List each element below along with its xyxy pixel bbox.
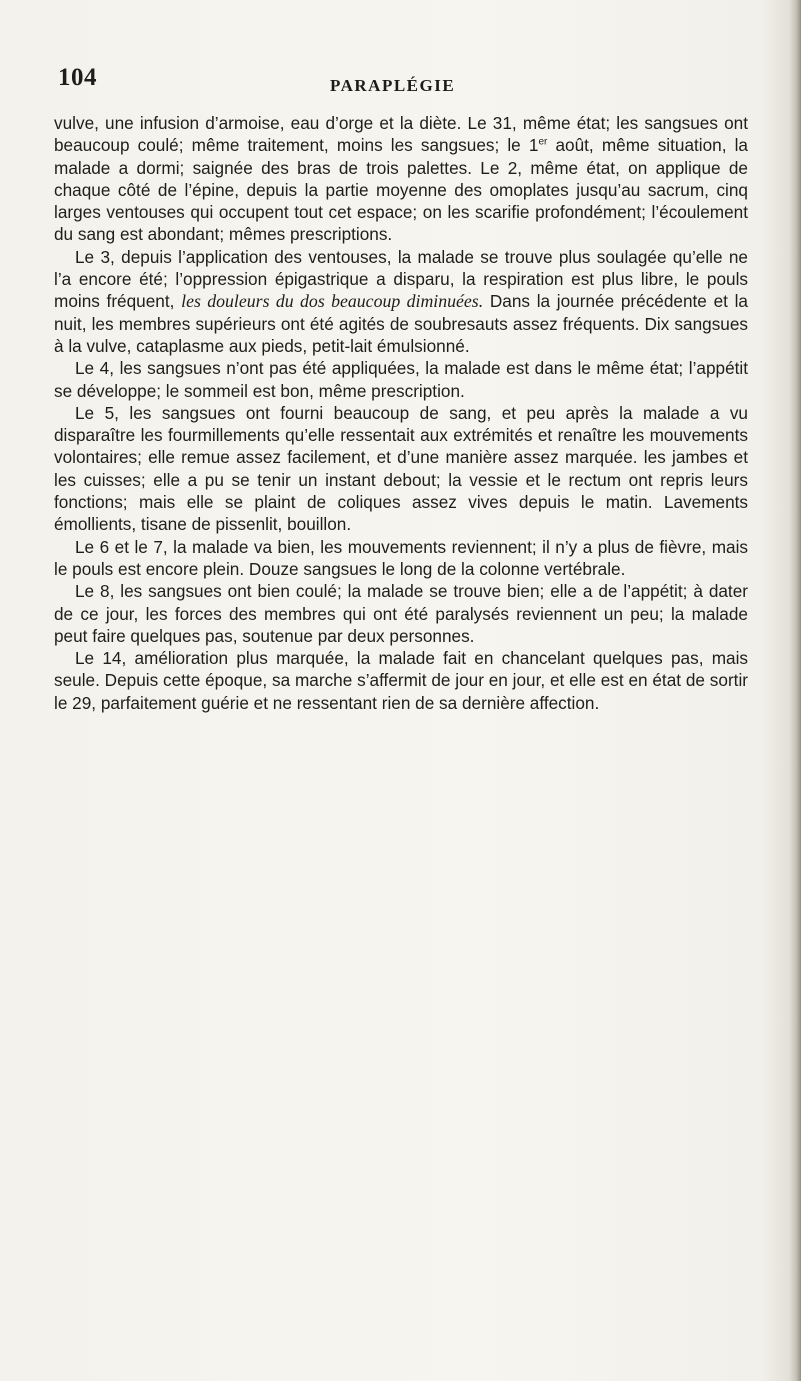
paragraph-2-text-a: Le 3, depuis l’application des ventouses, la malade se trouve plus soulagée qu’elle ne l’a encore été; l’oppression épigastrique a disparu, la respiration est plus libre, le pouls moins fréquent, [54,246,748,312]
paragraph-7: Le 14, amélioration plus marquée, la malade fait en chancelant quelques pas, mais seule. Depuis cette époque, sa marche s’affermit de jour en jour, et elle est en état de sortir le 29, parfaitement guérie et ne ressentant rien de sa dernière affection. [54,648,748,713]
paragraph-3: Le 4, les sangsues n’ont pas été appliquées, la malade est dans le même état; l’appétit se développe; le sommeil est bon, même prescription. [54,358,748,401]
paragraph-4: Le 5, les sangsues ont fourni beaucoup de sang, et peu après la malade a vu disparaître les fourmillements qu’elle ressentait aux extrémités et renaître les mouvements volontaires; elle remue assez facilement, et d’une manière assez marquée. les jambes et les cuisses; elle a pu se tenir un instant debout; la vessie et le rectum ont repris leurs fonctions; mais elle se plaint de coliques assez vives depuis le matin. Lavements émollients, tisane de pissenlit, bouillon. [54,402,748,535]
running-title: PARAPLÉGIE [330,76,456,95]
ordinal-superscript: er [538,136,548,148]
paragraph-2-text-b: Dans la journée précédente et la nuit, les membres supérieurs ont été agités de soubresauts assez fréquents. Dix sangsues à la vulve, cataplasme aux pieds, petit-lait émulsionné. [54,291,748,356]
paragraph-6: Le 8, les sangsues ont bien coulé; la malade se trouve bien; elle a de l’appétit; à dater de ce jour, les forces des membres qui ont été paralysés reviennent un peu; la malade peut faire quelques pas, soutenue par deux personnes. [54,581,748,646]
paragraph-1-text-b: août, même situation, la malade a dormi; saignée des bras de trois palettes. Le 2, même état, on applique de chaque côté de l’épine, depuis la partie moyenne des omoplates jusqu’au sacrum, cinq larges ventouses qui occupent tout cet espace; on les scarifie profondément; l’écoulement du sang est abondant; mêmes prescriptions. [54,135,748,245]
paragraph-1-text-a: vulve, une infusion d’armoise, eau d’orge et la diète. Le 31, même état; les sangsues ont beaucoup coulé; même traitement, moins les sangsues; le 1 [54,113,748,156]
body-text [54,112,748,714]
paragraph-1 [54,112,748,246]
page-number: 104 [58,64,97,91]
paragraph-2 [54,246,748,357]
page-edge-shadow [789,0,801,1381]
page-header [58,64,758,104]
paragraph-2-italic: les douleurs du dos beaucoup diminuées. [181,291,484,312]
paragraph-5: Le 6 et le 7, la malade va bien, les mouvements reviennent; il n’y a plus de fièvre, mais le pouls est encore plein. Douze sangsues le long de la colonne vertébrale. [54,536,748,579]
